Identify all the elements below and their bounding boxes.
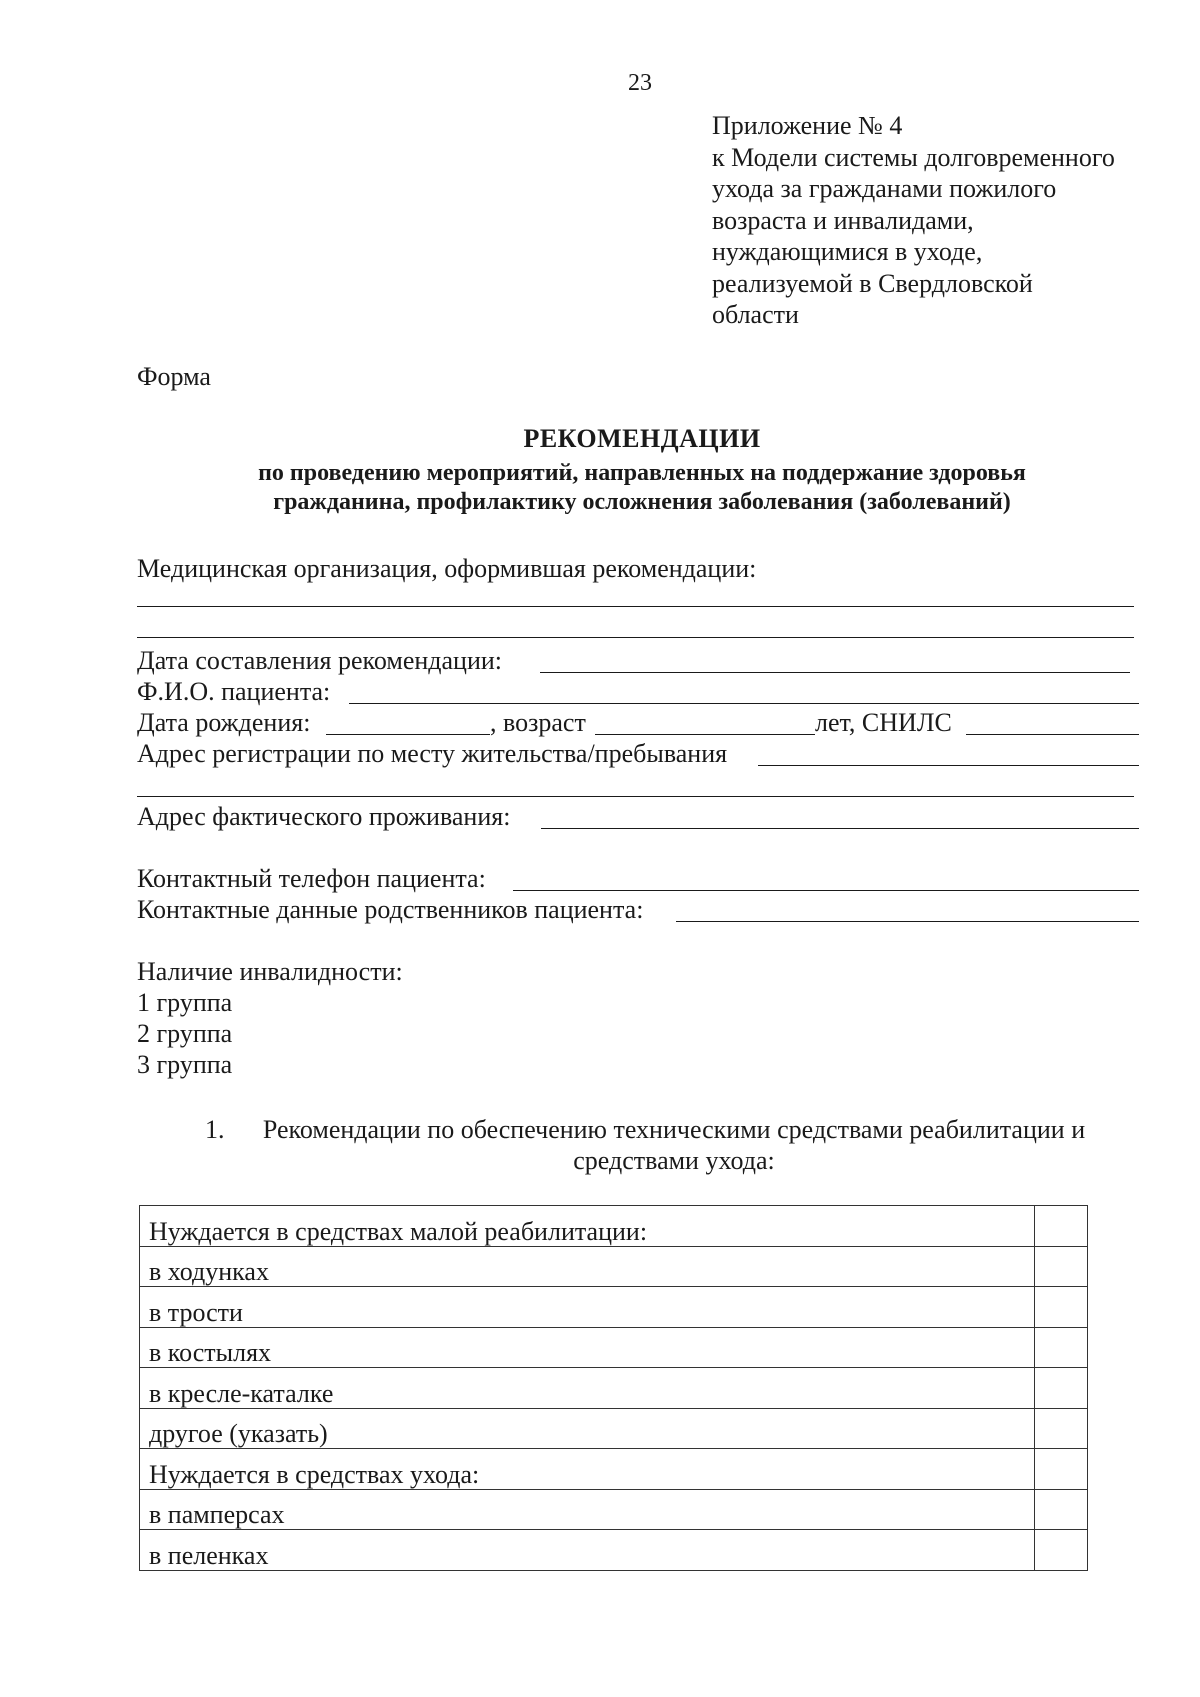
document-subtitle-line: гражданина, профилактику осложнения заболевания (заболеваний) bbox=[273, 489, 1011, 515]
row-checkbox-cell[interactable] bbox=[1035, 1530, 1088, 1571]
age-label: , возраст bbox=[490, 708, 586, 737]
form-label: Форма bbox=[137, 362, 211, 391]
row-checkbox-cell[interactable] bbox=[1035, 1246, 1088, 1287]
birth-date-label: Дата рождения: bbox=[137, 708, 311, 737]
relatives-label: Контактные данные родственников пациента: bbox=[137, 895, 644, 924]
row-label: Нуждается в средствах малой реабилитации: bbox=[140, 1206, 1035, 1247]
reg-address-line-1[interactable] bbox=[758, 765, 1139, 766]
date-compiled-label: Дата составления рекомендации: bbox=[137, 646, 503, 675]
appendix-line: области bbox=[712, 300, 799, 329]
patient-name-line[interactable] bbox=[349, 703, 1139, 704]
medical-org-line-2[interactable] bbox=[137, 637, 1134, 638]
table-row bbox=[140, 1327, 1088, 1368]
table-row bbox=[140, 1246, 1088, 1287]
row-checkbox-cell[interactable] bbox=[1035, 1327, 1088, 1368]
appendix-line: к Модели системы долговременного bbox=[712, 142, 1115, 172]
age-line[interactable] bbox=[595, 734, 815, 735]
medical-org-label: Медицинская организация, оформившая рекомендации: bbox=[137, 554, 757, 583]
years-snils-label: лет, СНИЛС bbox=[815, 708, 952, 737]
actual-address-label: Адрес фактического проживания: bbox=[137, 802, 511, 831]
phone-line[interactable] bbox=[513, 890, 1139, 891]
appendix-line: возраста и инвалидами, bbox=[712, 205, 974, 235]
document-subtitle-line: по проведению мероприятий, направленных на поддержание здоровья bbox=[258, 460, 1026, 486]
table-row bbox=[140, 1206, 1088, 1247]
section-heading-line: Рекомендации по обеспечению техническими средствами реабилитации и bbox=[262, 1115, 1086, 1144]
row-checkbox-cell[interactable] bbox=[1035, 1206, 1088, 1247]
reg-address-line-2[interactable] bbox=[137, 796, 1134, 797]
row-checkbox-cell[interactable] bbox=[1035, 1368, 1088, 1409]
table-row bbox=[140, 1530, 1088, 1571]
table-row bbox=[140, 1449, 1088, 1490]
patient-name-label: Ф.И.О. пациента: bbox=[137, 677, 331, 706]
disability-group-1: 1 группа bbox=[137, 988, 233, 1017]
appendix-header bbox=[712, 110, 1172, 331]
appendix-line: нуждающимися в уходе, bbox=[712, 237, 983, 266]
row-label: в памперсах bbox=[140, 1489, 1035, 1530]
relatives-line[interactable] bbox=[676, 921, 1139, 922]
table-row bbox=[140, 1368, 1088, 1409]
section-1-heading bbox=[205, 1114, 1105, 1176]
disability-label: Наличие инвалидности: bbox=[137, 957, 403, 986]
document-title: РЕКОМЕНДАЦИИ bbox=[523, 424, 761, 453]
page-number: 23 bbox=[628, 70, 652, 96]
actual-address-line[interactable] bbox=[541, 828, 1139, 829]
row-label: в костылях bbox=[140, 1327, 1035, 1368]
table-row bbox=[140, 1489, 1088, 1530]
table-row bbox=[140, 1408, 1088, 1449]
table-row bbox=[140, 1287, 1088, 1328]
row-checkbox-cell[interactable] bbox=[1035, 1489, 1088, 1530]
row-label: Нуждается в средствах ухода: bbox=[140, 1449, 1035, 1490]
birth-date-line[interactable] bbox=[326, 734, 490, 735]
rehab-means-table bbox=[139, 1205, 1088, 1571]
appendix-line: Приложение № 4 bbox=[712, 111, 903, 140]
row-checkbox-cell[interactable] bbox=[1035, 1408, 1088, 1449]
appendix-line: ухода за гражданами пожилого bbox=[712, 174, 1057, 203]
row-label: в пеленках bbox=[140, 1530, 1035, 1571]
row-label: в трости bbox=[140, 1287, 1035, 1328]
row-label: другое (указать) bbox=[140, 1408, 1035, 1449]
date-compiled-line[interactable] bbox=[540, 672, 1130, 673]
appendix-line: реализуемой в Свердловской bbox=[712, 268, 1033, 298]
medical-org-line-1[interactable] bbox=[137, 606, 1134, 607]
snils-line[interactable] bbox=[966, 734, 1139, 735]
row-checkbox-cell[interactable] bbox=[1035, 1287, 1088, 1328]
row-label: в кресле-каталке bbox=[140, 1368, 1035, 1409]
reg-address-label: Адрес регистрации по месту жительства/пребывания bbox=[137, 739, 728, 768]
section-heading-line: средствами ухода: bbox=[573, 1146, 775, 1175]
section-number: 1. bbox=[205, 1115, 225, 1144]
disability-group-2: 2 группа bbox=[137, 1019, 233, 1048]
row-label: в ходунках bbox=[140, 1246, 1035, 1287]
row-checkbox-cell[interactable] bbox=[1035, 1449, 1088, 1490]
phone-label: Контактный телефон пациента: bbox=[137, 864, 486, 893]
disability-group-3: 3 группа bbox=[137, 1050, 233, 1079]
